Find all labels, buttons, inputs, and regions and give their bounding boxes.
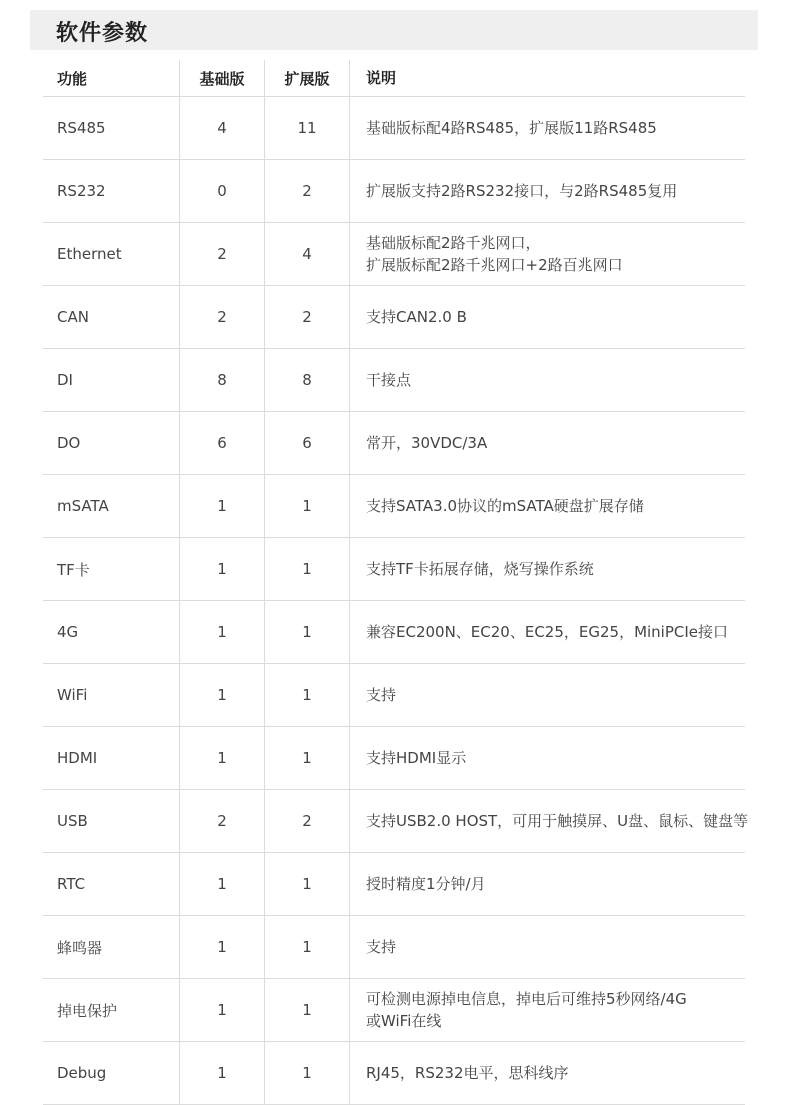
description-line: 扩展版支持2路RS232接口，与2路RS485复用 (366, 182, 678, 200)
cell-extended-count: 4 (265, 223, 350, 286)
description-line: RJ45，RS232电平，思科线序 (366, 1064, 569, 1082)
cell-description (350, 727, 746, 790)
header-function: 功能 (43, 60, 180, 97)
description-line: 支持HDMI显示 (366, 749, 467, 767)
cell-description (350, 979, 746, 1042)
cell-function: DO (43, 412, 180, 475)
table-row (43, 286, 745, 349)
cell-basic-count: 1 (180, 727, 265, 790)
cell-extended-count: 11 (265, 97, 350, 160)
cell-basic-count: 2 (180, 790, 265, 853)
table-row (43, 160, 745, 223)
description-line: 支持USB2.0 HOST，可用于触摸屏、U盘、鼠标、键盘等 (366, 812, 749, 830)
cell-function: 蜂鸣器 (43, 916, 180, 979)
table-row (43, 97, 745, 160)
cell-description (350, 664, 746, 727)
cell-extended-count: 8 (265, 349, 350, 412)
cell-extended-count: 2 (265, 160, 350, 223)
cell-basic-count: 2 (180, 286, 265, 349)
description-line: 支持 (366, 938, 397, 956)
cell-basic-count: 1 (180, 664, 265, 727)
description-line: 兼容EC200N、EC20、EC25，EG25，MiniPCIe接口 (366, 623, 729, 641)
table-row (43, 601, 745, 664)
cell-function: WiFi (43, 664, 180, 727)
description-line: 干接点 (366, 371, 412, 389)
cell-extended-count: 1 (265, 538, 350, 601)
description-line: 可检测电源掉电信息，掉电后可维持5秒网络/4G (366, 990, 687, 1008)
cell-extended-count: 1 (265, 727, 350, 790)
table-row (43, 916, 745, 979)
spec-table-body (43, 97, 749, 1105)
description-line: 基础版标配4路RS485，扩展版11路RS485 (366, 119, 657, 137)
section-title-bar (30, 10, 758, 50)
cell-extended-count: 1 (265, 853, 350, 916)
header-basic-version: 基础版 (180, 60, 265, 97)
table-header-row (43, 60, 745, 97)
cell-function: Debug (43, 1042, 180, 1105)
cell-basic-count: 1 (180, 538, 265, 601)
cell-basic-count: 1 (180, 853, 265, 916)
cell-function: HDMI (43, 727, 180, 790)
header-extended-version: 扩展版 (265, 60, 350, 97)
spec-table (43, 60, 749, 1105)
table-row (43, 664, 745, 727)
cell-extended-count: 2 (265, 286, 350, 349)
table-row (43, 412, 745, 475)
description-line: 支持 (366, 686, 397, 704)
cell-function: Ethernet (43, 223, 180, 286)
table-row (43, 979, 745, 1042)
cell-basic-count: 1 (180, 475, 265, 538)
table-row (43, 853, 745, 916)
cell-description (350, 223, 746, 286)
table-row (43, 790, 745, 853)
cell-function: RTC (43, 853, 180, 916)
cell-function: DI (43, 349, 180, 412)
description-line: 或WiFi在线 (366, 1012, 442, 1030)
description-line: 支持TF卡拓展存储，烧写操作系统 (366, 560, 594, 578)
cell-function: CAN (43, 286, 180, 349)
cell-function: mSATA (43, 475, 180, 538)
cell-description (350, 286, 746, 349)
cell-basic-count: 1 (180, 601, 265, 664)
cell-extended-count: 1 (265, 475, 350, 538)
cell-basic-count: 1 (180, 916, 265, 979)
cell-description (350, 853, 746, 916)
cell-extended-count: 2 (265, 790, 350, 853)
table-row (43, 223, 745, 286)
table-row (43, 727, 745, 790)
cell-basic-count: 6 (180, 412, 265, 475)
cell-extended-count: 1 (265, 916, 350, 979)
cell-description (350, 1042, 746, 1105)
cell-basic-count: 8 (180, 349, 265, 412)
cell-description (350, 916, 746, 979)
cell-basic-count: 0 (180, 160, 265, 223)
description-line: 支持CAN2.0 B (366, 308, 467, 326)
cell-description (350, 538, 746, 601)
cell-basic-count: 1 (180, 979, 265, 1042)
cell-extended-count: 1 (265, 979, 350, 1042)
cell-function: TF卡 (43, 538, 180, 601)
cell-basic-count: 4 (180, 97, 265, 160)
cell-function: 掉电保护 (43, 979, 180, 1042)
cell-basic-count: 2 (180, 223, 265, 286)
cell-description (350, 97, 746, 160)
cell-basic-count: 1 (180, 1042, 265, 1105)
cell-description (350, 475, 746, 538)
cell-description (350, 790, 749, 853)
header-description: 说明 (350, 60, 746, 97)
cell-extended-count: 6 (265, 412, 350, 475)
description-line: 基础版标配2路千兆网口， (366, 234, 541, 252)
cell-extended-count: 1 (265, 601, 350, 664)
table-row (43, 349, 745, 412)
cell-extended-count: 1 (265, 664, 350, 727)
cell-description (350, 601, 746, 664)
cell-description (350, 160, 746, 223)
description-line: 扩展版标配2路千兆网口+2路百兆网口 (366, 256, 623, 274)
cell-function: RS485 (43, 97, 180, 160)
table-row (43, 538, 745, 601)
cell-function: 4G (43, 601, 180, 664)
description-line: 授时精度1分钟/月 (366, 875, 486, 893)
cell-function: USB (43, 790, 180, 853)
cell-extended-count: 1 (265, 1042, 350, 1105)
cell-description (350, 349, 746, 412)
description-line: 常开，30VDC/3A (366, 434, 488, 452)
table-row (43, 1042, 745, 1105)
description-line: 支持SATA3.0协议的mSATA硬盘扩展存储 (366, 497, 644, 515)
cell-function: RS232 (43, 160, 180, 223)
table-row (43, 475, 745, 538)
cell-description (350, 412, 746, 475)
section-title: 软件参数 (56, 21, 149, 46)
